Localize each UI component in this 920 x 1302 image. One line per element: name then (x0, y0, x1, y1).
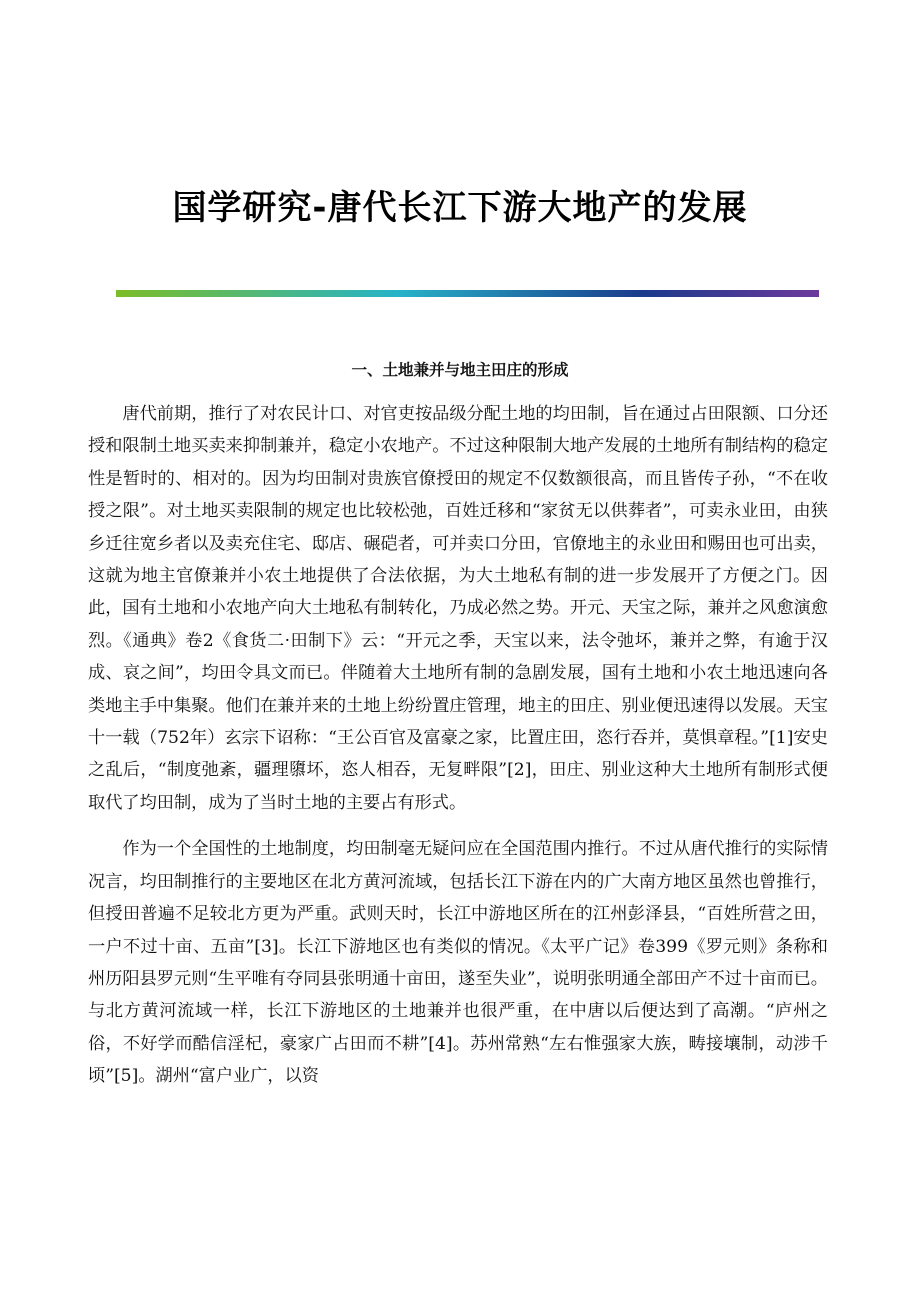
section-heading: 一、土地兼并与地主田庄的形成 (351, 361, 569, 379)
document-title: 国学研究-唐代长江下游大地产的发展 (172, 188, 748, 228)
paragraph: 唐代前期，推行了对农民计口、对官吏按品级分配土地的均田制，旨在通过占田限额、口分还授和限制土地买卖来抑制兼并，稳定小农地产。不过这种限制大地产发展的土地所有制结构的稳定性是暂时的、相对的。因为均田制对贵族官僚授田的规定不仅数额很高，而且皆传子孙，“不在收授之限”。对土地买卖限制的规定也比较松弛，百姓迁移和“家贫无以供葬者”，可卖永业田，由狭乡迁往宽乡者以及卖充住宅、邸店、碾硙者，可并卖口分田，官僚地主的永业田和赐田也可出卖，这就为地主官僚兼并小农土地提供了合法依据，为大土地私有制的进一步发展开了方便之门。因此，国有土地和小农地产向大土地私有制转化，乃成必然之势。开元、天宝之际，兼并之风愈演愈烈。《通典》卷2《食货二·田制下》云：“开元之季，天宝以来，法令弛坏，兼并之弊，有逾于汉成、哀之间”，均田令具文而已。伴随着大土地所有制的急剧发展，国有土地和小农土地迅速向各类地主手中集聚。他们在兼并来的土地上纷纷置庄管理，地主的田庄、别业便迅速得以发展。天宝十一载（752年）玄宗下诏称：“王公百官及富豪之家，比置庄田，恣行吞并，莫惧章程。”[1]安史之乱后，“制度弛紊，疆理隳坏，恣人相吞，无复畔限”[2]，田庄、别业这种大土地所有制形式便取代了均田制，成为了当时土地的主要占有形式。 (88, 404, 828, 813)
paragraph: 作为一个全国性的土地制度，均田制毫无疑问应在全国范围内推行。不过从唐代推行的实际情况言，均田制推行的主要地区在北方黄河流域，包括长江下游在内的广大南方地区虽然也曾推行，但授田普遍不足较北方更为严重。武则天时，长江中游地区所在的江州彭泽县，“百姓所营之田，一户不过十亩、五亩”[3]。长江下游地区也有类似的情况。《太平广记》卷399《罗元则》条称和州历阳县罗元则“生平唯有夺同县张明通十亩田，遂至失业”，说明张明通全部田产不过十亩而已。与北方黄河流域一样，长江下游地区的土地兼并也很严重，在中唐以后便达到了高潮。“庐州之俗，不好学而酷信淫杞，豪家广占田而不耕”[4]。苏州常熟“左右惟强家大族，畴接壤制，动涉千顷”[5]。湖州“富户业广，以资 (88, 839, 828, 1087)
title-gradient-rule (116, 290, 819, 297)
body-text (88, 398, 828, 1107)
